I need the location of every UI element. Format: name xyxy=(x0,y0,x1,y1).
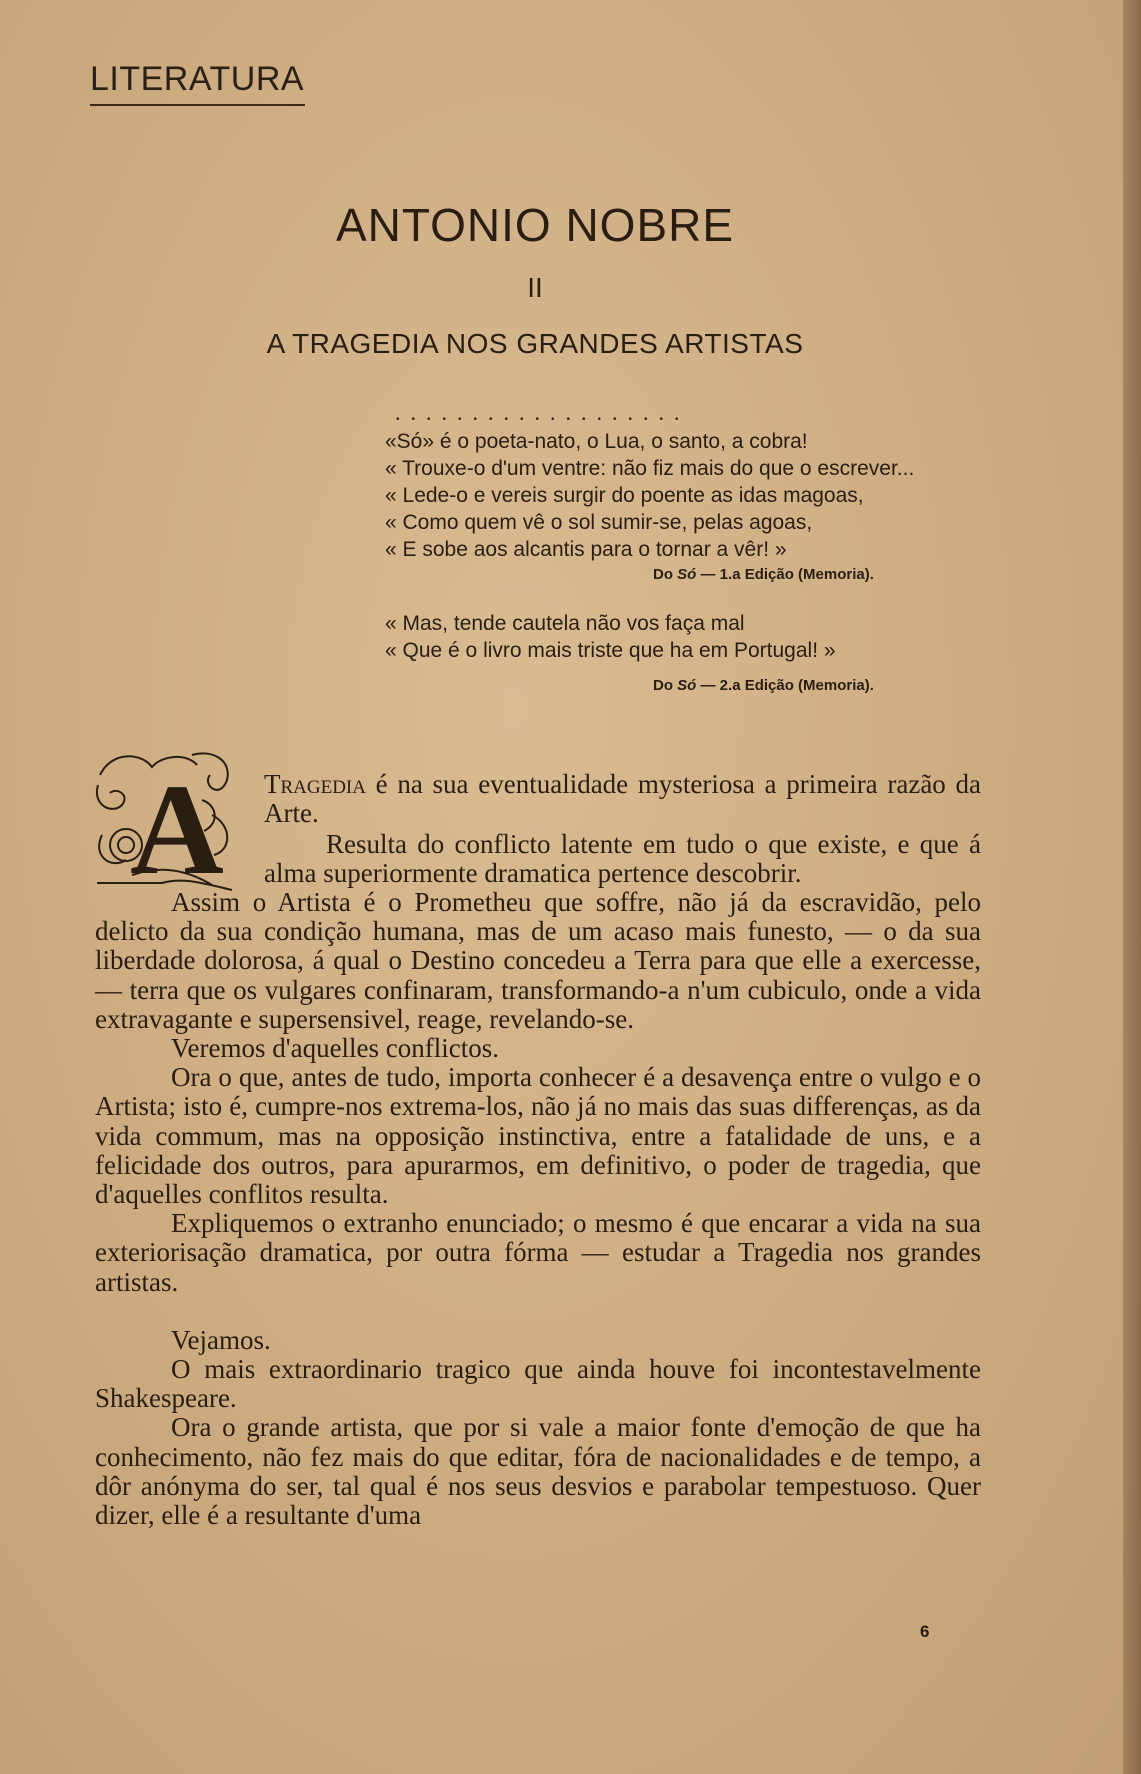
epigraph-line: « Mas, tende cautela não vos faça mal xyxy=(385,612,745,635)
epigraph-1 xyxy=(385,428,914,563)
attribution-prefix: Do xyxy=(653,566,673,583)
paragraph: Veremos d'aquelles conflictos. xyxy=(171,1033,500,1064)
attribution-work: Só xyxy=(677,677,697,694)
page-edge-shadow xyxy=(1123,0,1141,1774)
paragraph: O mais extraordinario tragico que ainda houve foi incontestavelmente Shakespeare. xyxy=(95,1354,981,1414)
page-number: 6 xyxy=(920,1622,930,1641)
attribution-prefix: Do xyxy=(653,677,673,694)
opening-word: Tragedia xyxy=(264,769,366,799)
paragraph: Ora o que, antes de tudo, importa conhecer é a desavença entre o vulgo e o Artista; isto é, cumpre-nos extrema-los, não já no mais das suas differenças, as da vida commum, mas na opposição instinctiva, entre a fatalidade de uns, e a felicidade dos outros, para apurarmos, em definitivo, o poder de tragedia, que d'aquelles conflitos resulta. xyxy=(95,1062,981,1210)
section-underline xyxy=(90,104,305,106)
paragraph-text: é na sua eventualidade mysteriosa a primeira razão da Arte. xyxy=(264,769,981,829)
epigraph-line: « Lede-o e vereis surgir do poente as idas magoas, xyxy=(385,484,864,507)
paragraph: Ora o grande artista, que por si vale a maior fonte d'emoção de que ha conhecimento, não fez mais do que editar, fóra de nacionalidades e de tempo, a dôr anónyma do ser, tal qual é nos seus desvios e parabolar tempestuoso. Quer dizer, elle é a resultante d'uma xyxy=(95,1412,981,1531)
epigraph-line: « Trouxe-o d'um ventre: não fiz mais do que o escrever... xyxy=(385,457,915,480)
spacer xyxy=(95,1297,981,1326)
paragraph: Expliquemos o extranho enunciado; o mesmo é que encarar a vida na sua exteriorisação dramatica, por outra fórma — estudar a Tragedia nos grandes artistas. xyxy=(95,1208,981,1297)
epigraph-2-attribution xyxy=(653,677,874,694)
body-text xyxy=(95,888,981,1530)
paragraph: Vejamos. xyxy=(171,1324,271,1355)
epigraph-line: « Como quem vê o sol sumir-se, pelas agoas, xyxy=(385,511,813,534)
part-number: II xyxy=(527,272,543,303)
paragraph: Resulta do conflicto latente em tudo o que existe, e que á alma superiormente dramatica pertence descobrir. xyxy=(264,829,981,889)
article-subtitle: A TRAGEDIA NOS GRANDES ARTISTAS xyxy=(266,328,804,359)
epigraph-2 xyxy=(385,610,836,664)
attribution-edition: — 1.a Edição (Memoria). xyxy=(700,566,874,583)
paragraph-block-2 xyxy=(264,830,981,888)
paragraph xyxy=(264,770,981,828)
section-label: LITERATURA xyxy=(90,60,305,98)
epigraph-line: «Só» é o poeta-nato, o Lua, o santo, a cobra! xyxy=(385,430,808,453)
ellipsis-dots: ................... xyxy=(395,400,690,425)
epigraph-line: « E sobe aos alcantis para o tornar a vêr! » xyxy=(385,538,787,561)
ornamental-dropcap-icon xyxy=(92,745,237,895)
dropcap-letter: A xyxy=(130,758,224,895)
epigraph-1-attribution xyxy=(653,566,874,583)
article-title: ANTONIO NOBRE xyxy=(335,199,735,251)
epigraph-line: « Que é o livro mais triste que ha em Portugal! » xyxy=(385,639,836,662)
attribution-work: Só xyxy=(677,566,697,583)
paragraph: Assim o Artista é o Prometheu que soffre, não já da escravidão, pelo delicto da sua condição humana, mas de um acaso mais funesto, — o da sua liberdade dolorosa, á qual o Destino concedeu a Terra para que elle a exercesse, — terra que os vulgares confinaram, transformando-a n'um cubiculo, onde a vida extravagante e supersensivel, reage, revelando-se. xyxy=(95,887,981,1034)
opening-paragraph xyxy=(264,770,981,828)
attribution-edition: — 2.a Edição (Memoria). xyxy=(700,677,874,694)
